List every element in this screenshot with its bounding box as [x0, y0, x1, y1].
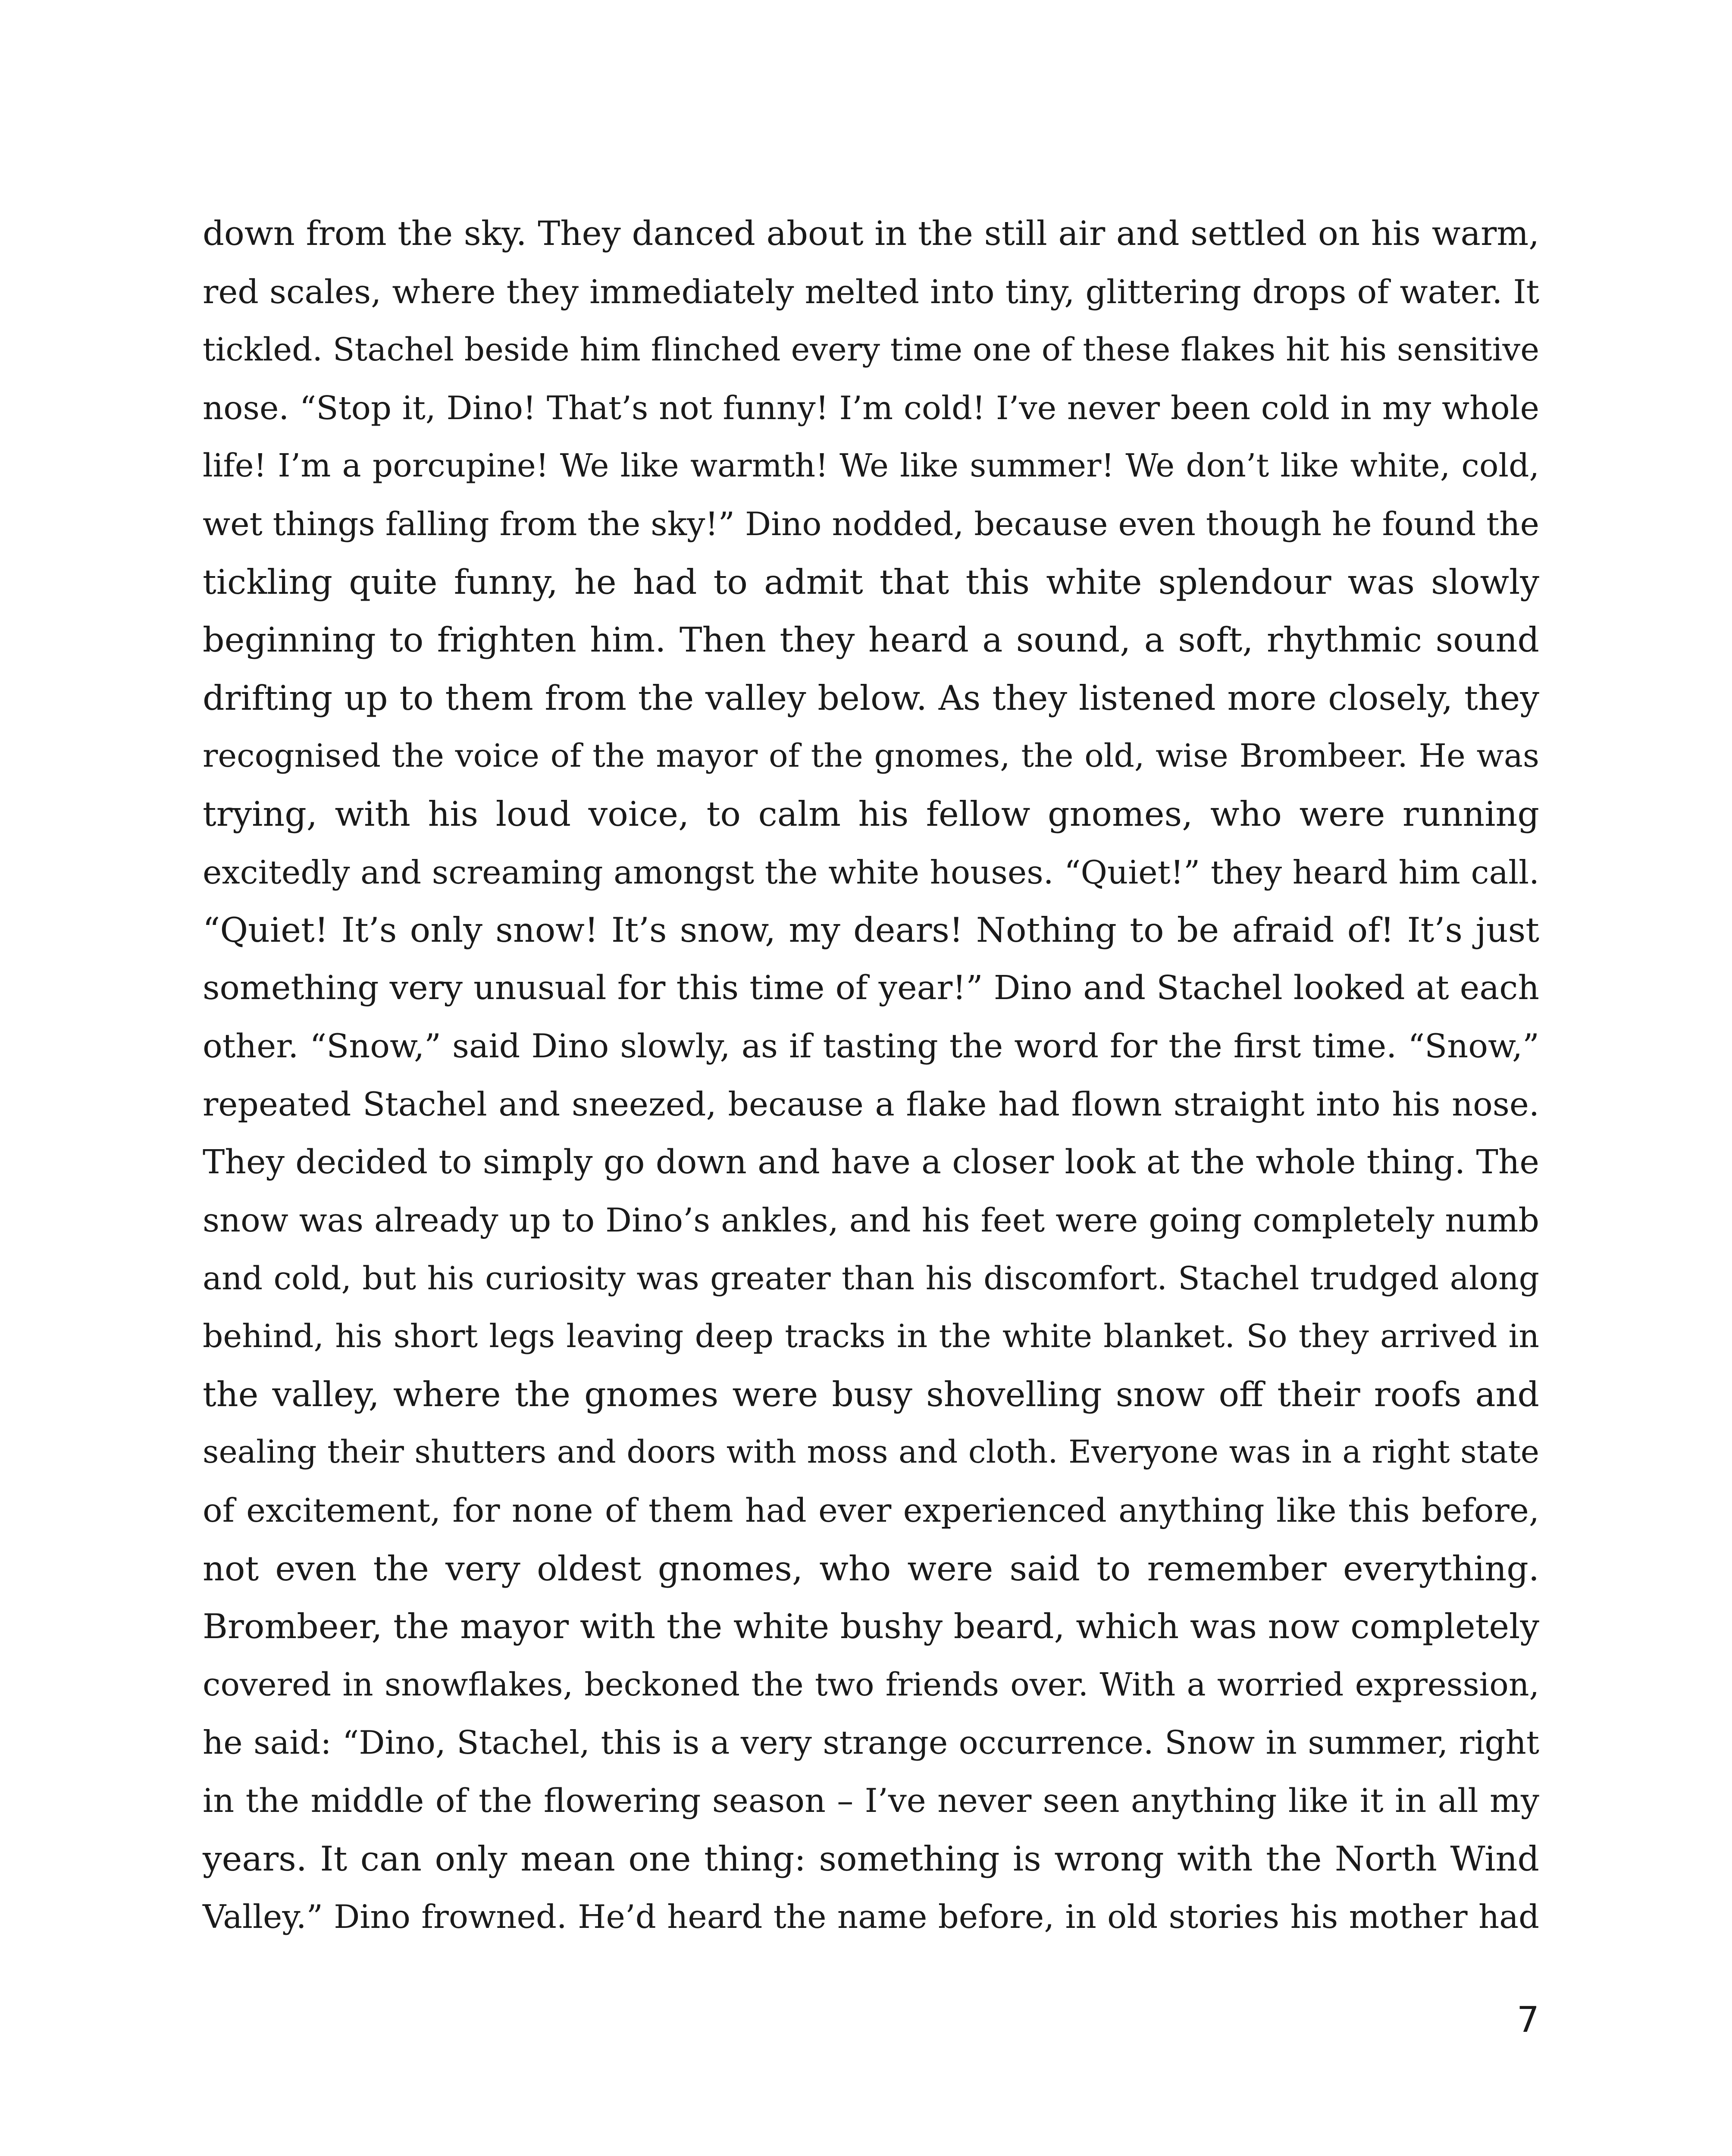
text-line: in the middle of the flowering season – I’ve never seen anything like it in all my: [203, 1781, 1539, 1820]
text-line: not even the very oldest gnomes, who were said to remember everything.: [203, 1548, 1539, 1589]
text-line: other. “Snow,” said Dino slowly, as if tasting the word for the first time. “Snow,”: [203, 1027, 1539, 1065]
text-line: the valley, where the gnomes were busy shovelling snow off their roofs and: [203, 1374, 1539, 1414]
text-line: down from the sky. They danced about in the still air and settled on his warm,: [203, 214, 1539, 253]
text-line: something very unusual for this time of year!” Dino and Stachel looked at each: [203, 968, 1539, 1007]
text-line: nose. “Stop it, Dino! That’s not funny! I’m cold! I’ve never been cold in my whole: [203, 389, 1539, 427]
text-line: of excitement, for none of them had ever experienced anything like this before,: [203, 1491, 1539, 1530]
text-line: Valley.” Dino frowned. He’d heard the name before, in old stories his mother had: [203, 1898, 1539, 1936]
page-number: 7: [1516, 1999, 1539, 2040]
text-line: “Quiet! It’s only snow! It’s snow, my dears! Nothing to be afraid of! It’s just: [203, 910, 1539, 950]
text-line: beginning to frighten him. Then they heard a sound, a soft, rhythmic sound: [203, 620, 1539, 660]
text-line: covered in snowflakes, beckoned the two friends over. With a worried expression,: [203, 1666, 1539, 1703]
body-text: [203, 205, 1539, 1946]
text-line: and cold, but his curiosity was greater than his discomfort. Stachel trudged along: [203, 1260, 1539, 1297]
text-line: They decided to simply go down and have a closer look at the whole thing. The: [203, 1143, 1539, 1181]
text-line: he said: “Dino, Stachel, this is a very strange occurrence. Snow in summer, right: [203, 1724, 1539, 1762]
text-line: excitedly and screaming amongst the white houses. “Quiet!” they heard him call.: [203, 853, 1539, 891]
text-line: years. It can only mean one thing: something is wrong with the North Wind: [203, 1839, 1539, 1879]
text-line: behind, his short legs leaving deep tracks in the white blanket. So they arrived in: [203, 1318, 1539, 1355]
text-line: red scales, where they immediately melted into tiny, glittering drops of water. It: [203, 272, 1539, 311]
text-line: sealing their shutters and doors with moss and cloth. Everyone was in a right state: [203, 1434, 1539, 1471]
text-line: wet things falling from the sky!” Dino nodded, because even though he found the: [203, 505, 1539, 543]
text-line: drifting up to them from the valley below. As they listened more closely, they: [203, 678, 1539, 718]
text-line: recognised the voice of the mayor of the gnomes, the old, wise Brombeer. He was: [203, 737, 1539, 775]
text-line: tickling quite funny, he had to admit that this white splendour was slowly: [203, 562, 1539, 602]
text-line: life! I’m a porcupine! We like warmth! We like summer! We don’t like white, cold,: [203, 447, 1539, 485]
text-line: snow was already up to Dino’s ankles, and his feet were going completely numb: [203, 1201, 1539, 1240]
text-line: tickled. Stachel beside him flinched every time one of these flakes hit his sensitive: [203, 331, 1539, 369]
text-line: Brombeer, the mayor with the white bushy beard, which was now completely: [203, 1607, 1539, 1647]
text-line: trying, with his loud voice, to calm his fellow gnomes, who were running: [203, 794, 1539, 834]
text-line: repeated Stachel and sneezed, because a flake had flown straight into his nose.: [203, 1084, 1539, 1123]
